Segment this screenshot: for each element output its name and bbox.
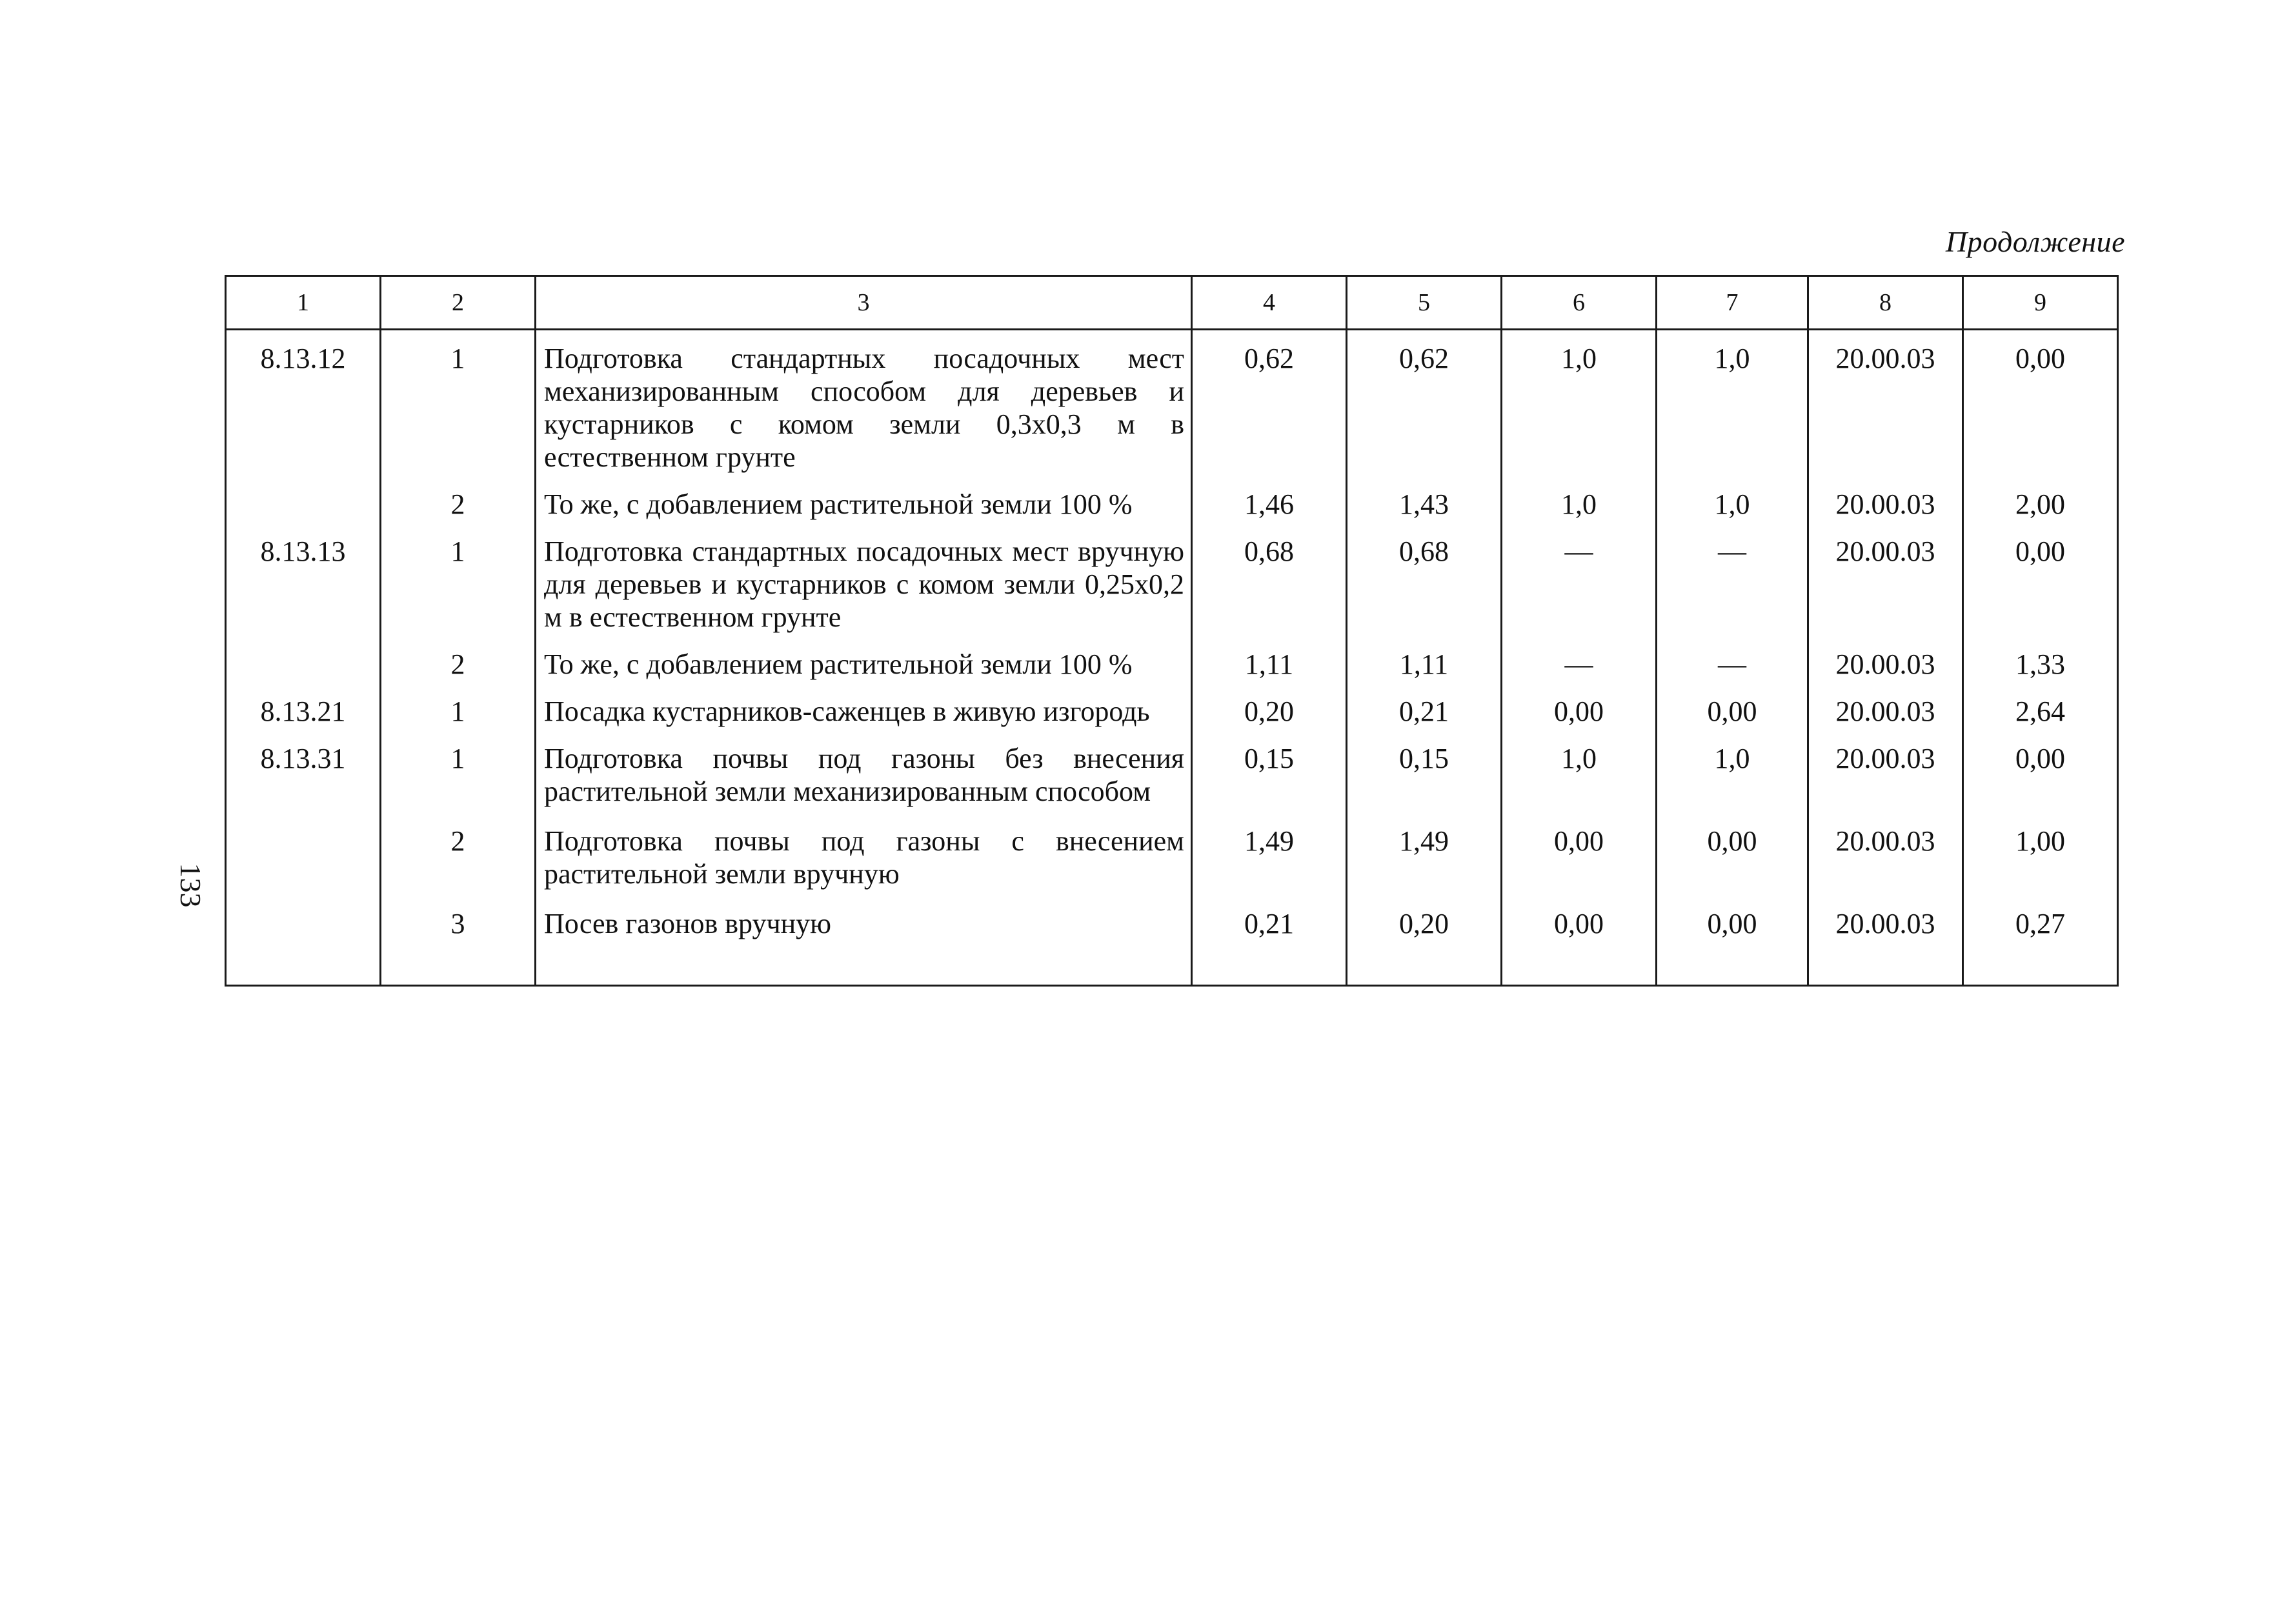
cell-code: 8.13.13 [226, 527, 381, 640]
cell-code [226, 814, 381, 897]
cell-description: Подготовка почвы под газоны с внесением растительной земли вручную [536, 814, 1192, 897]
column-header-6: 6 [1502, 276, 1657, 330]
table-row [226, 897, 2118, 986]
cell-description: Подготовка почвы под газоны без внесения растительной земли механизированным способом [536, 734, 1192, 814]
table-row [226, 480, 2118, 527]
column-header-3: 3 [536, 276, 1192, 330]
cell-num: 2 [381, 480, 536, 527]
cell-description: То же, с добавлением растительной земли 100 % [536, 640, 1192, 687]
cell-col6: 0,00 [1502, 687, 1657, 734]
cell-code [226, 480, 381, 527]
cell-col8: 20.00.03 [1808, 897, 1963, 986]
table-row [226, 640, 2118, 687]
cell-num: 3 [381, 897, 536, 986]
cell-col5: 1,49 [1347, 814, 1502, 897]
cell-col8: 20.00.03 [1808, 640, 1963, 687]
cell-col9: 1,00 [1963, 814, 2118, 897]
cell-col4: 0,15 [1192, 734, 1347, 814]
cell-col4: 0,21 [1192, 897, 1347, 986]
cell-num: 2 [381, 814, 536, 897]
cell-col9: 2,00 [1963, 480, 2118, 527]
column-header-9: 9 [1963, 276, 2118, 330]
cell-col8: 20.00.03 [1808, 734, 1963, 814]
cell-col8: 20.00.03 [1808, 814, 1963, 897]
column-header-4: 4 [1192, 276, 1347, 330]
table-header-row [226, 276, 2118, 330]
column-header-2: 2 [381, 276, 536, 330]
table-row [226, 687, 2118, 734]
cell-col8: 20.00.03 [1808, 480, 1963, 527]
table-row [226, 814, 2118, 897]
column-header-5: 5 [1347, 276, 1502, 330]
cell-col6: — [1502, 527, 1657, 640]
cell-col8: 20.00.03 [1808, 330, 1963, 481]
cell-col9: 0,27 [1963, 897, 2118, 986]
cell-col7: 0,00 [1657, 687, 1808, 734]
cell-description: Подготовка стандартных посадочных мест вручную для деревьев и кустарников с комом земли 0,25х0,2 м в естественном грунте [536, 527, 1192, 640]
cell-col7: — [1657, 527, 1808, 640]
cell-code: 8.13.31 [226, 734, 381, 814]
cell-col4: 1,49 [1192, 814, 1347, 897]
cell-col7: — [1657, 640, 1808, 687]
cell-col4: 0,68 [1192, 527, 1347, 640]
cell-description: Посадка кустарников-саженцев в живую изгородь [536, 687, 1192, 734]
table-row [226, 527, 2118, 640]
cell-col5: 1,43 [1347, 480, 1502, 527]
cell-col6: — [1502, 640, 1657, 687]
cell-col5: 0,20 [1347, 897, 1502, 986]
rates-table [225, 275, 2119, 987]
cell-col6: 0,00 [1502, 897, 1657, 986]
cell-col8: 20.00.03 [1808, 687, 1963, 734]
cell-num: 1 [381, 527, 536, 640]
page-number: 133 [174, 863, 207, 908]
cell-code: 8.13.12 [226, 330, 381, 481]
cell-col6: 1,0 [1502, 734, 1657, 814]
cell-col8: 20.00.03 [1808, 527, 1963, 640]
cell-col4: 0,62 [1192, 330, 1347, 481]
cell-code [226, 897, 381, 986]
column-header-1: 1 [226, 276, 381, 330]
cell-col9: 0,00 [1963, 734, 2118, 814]
cell-col6: 0,00 [1502, 814, 1657, 897]
cell-col4: 1,11 [1192, 640, 1347, 687]
cell-num: 1 [381, 734, 536, 814]
cell-col9: 0,00 [1963, 330, 2118, 481]
cell-col7: 0,00 [1657, 897, 1808, 986]
table-row [226, 330, 2118, 481]
cell-col9: 2,64 [1963, 687, 2118, 734]
cell-description: Посев газонов вручную [536, 897, 1192, 986]
cell-col9: 0,00 [1963, 527, 2118, 640]
cell-col7: 1,0 [1657, 330, 1808, 481]
cell-col4: 1,46 [1192, 480, 1347, 527]
column-header-8: 8 [1808, 276, 1963, 330]
cell-col5: 0,68 [1347, 527, 1502, 640]
cell-num: 1 [381, 330, 536, 481]
cell-code [226, 640, 381, 687]
cell-col4: 0,20 [1192, 687, 1347, 734]
cell-col6: 1,0 [1502, 480, 1657, 527]
cell-col7: 0,00 [1657, 814, 1808, 897]
cell-code: 8.13.21 [226, 687, 381, 734]
cell-description: Подготовка стандартных посадочных мест механизированным способом для деревьев и кустарников с комом земли 0,3х0,3 м в естественном грунте [536, 330, 1192, 481]
cell-description: То же, с добавлением растительной земли 100 % [536, 480, 1192, 527]
cell-col7: 1,0 [1657, 480, 1808, 527]
column-header-7: 7 [1657, 276, 1808, 330]
cell-col5: 1,11 [1347, 640, 1502, 687]
table-row [226, 734, 2118, 814]
cell-num: 2 [381, 640, 536, 687]
continuation-label: Продолжение [1945, 225, 2125, 258]
cell-col9: 1,33 [1963, 640, 2118, 687]
cell-col7: 1,0 [1657, 734, 1808, 814]
cell-col5: 0,21 [1347, 687, 1502, 734]
cell-col5: 0,15 [1347, 734, 1502, 814]
cell-num: 1 [381, 687, 536, 734]
cell-col5: 0,62 [1347, 330, 1502, 481]
cell-col6: 1,0 [1502, 330, 1657, 481]
